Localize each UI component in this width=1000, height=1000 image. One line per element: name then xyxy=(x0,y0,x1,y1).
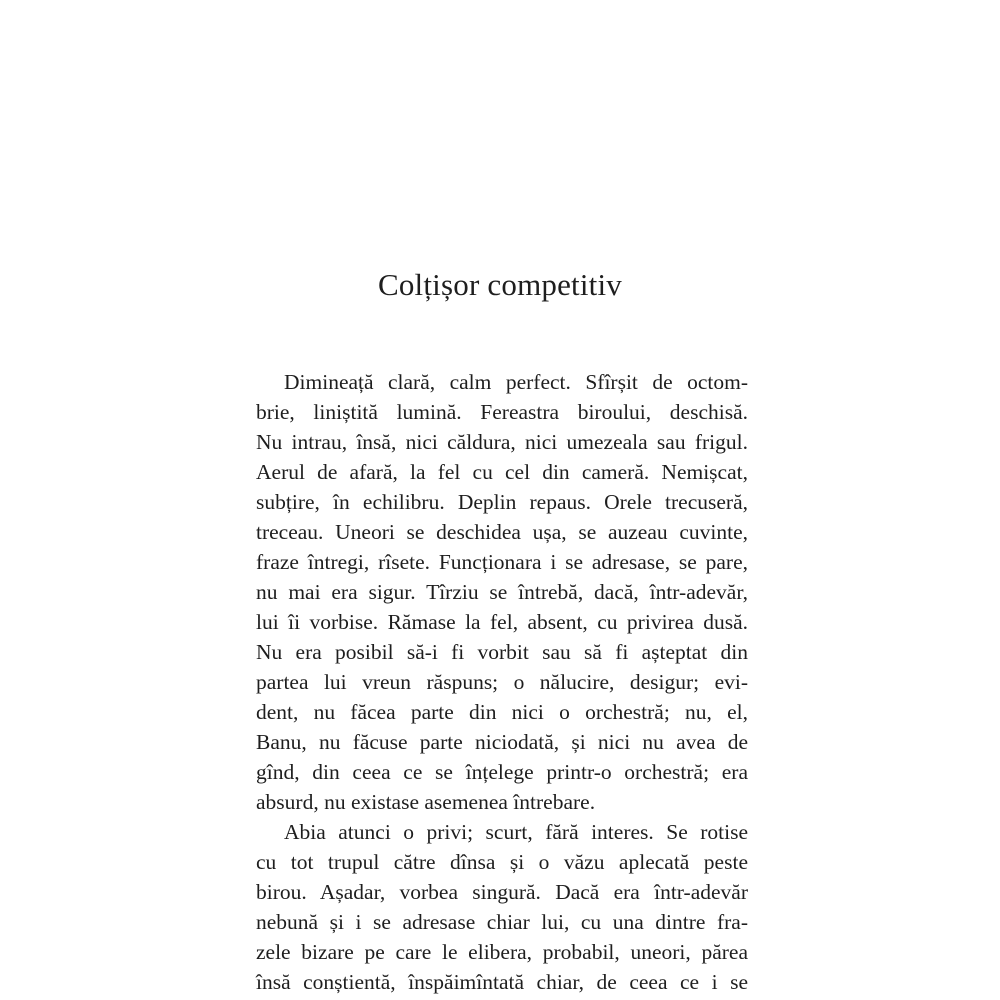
text-line: birou. Așadar, vorbea singură. Dacă era într-adevăr xyxy=(256,880,748,904)
text-line: treceau. Uneori se deschidea ușa, se auzeau cuvinte, xyxy=(256,520,748,544)
text-line: gînd, din ceea ce se înțelege printr-o orchestră; era xyxy=(256,760,748,784)
text-line: absurd, nu existase asemenea întrebare. xyxy=(256,790,596,814)
chapter-title: Colțișor competitiv xyxy=(377,267,623,302)
text-line: fraze întregi, rîsete. Funcționara i se adresase, se pare, xyxy=(256,550,748,574)
text-line: zele bizare pe care le elibera, probabil, uneori, părea xyxy=(256,940,748,964)
text-line: dent, nu făcea parte din nici o orchestră; nu, el, xyxy=(256,700,748,724)
text-line: cu tot trupul către dînsa și o văzu aplecată peste xyxy=(256,850,748,874)
paragraph-1 xyxy=(256,367,748,817)
text-line: Dimineață clară, calm perfect. Sfîrșit de octom- xyxy=(284,370,748,394)
text-line: brie, liniștită lumină. Fereastra biroului, deschisă. xyxy=(256,400,748,424)
text-line: Aerul de afară, la fel cu cel din cameră. Nemișcat, xyxy=(256,460,748,484)
text-line: însă conștientă, înspăimîntată chiar, de ceea ce i se xyxy=(256,970,748,994)
text-line: partea lui vreun răspuns; o nălucire, desigur; evi- xyxy=(256,670,748,694)
text-line: Abia atunci o privi; scurt, fără interes. Se rotise xyxy=(284,820,748,844)
text-line: Nu era posibil să-i fi vorbit sau să fi așteptat din xyxy=(256,640,748,664)
text-line: nebună și i se adresase chiar lui, cu una dintre fra- xyxy=(256,910,748,934)
text-line: lui îi vorbise. Rămase la fel, absent, cu privirea dusă. xyxy=(256,610,748,634)
paragraph-2 xyxy=(256,817,748,997)
text-line: Banu, nu făcuse parte niciodată, și nici nu avea de xyxy=(256,730,748,754)
text-line: Nu intrau, însă, nici căldura, nici umezeala sau frigul. xyxy=(256,430,748,454)
body-text xyxy=(256,367,748,997)
text-line: subțire, în echilibru. Deplin repaus. Orele trecuseră, xyxy=(256,490,748,514)
text-line: nu mai era sigur. Tîrziu se întrebă, dacă, într-adevăr, xyxy=(256,580,748,604)
